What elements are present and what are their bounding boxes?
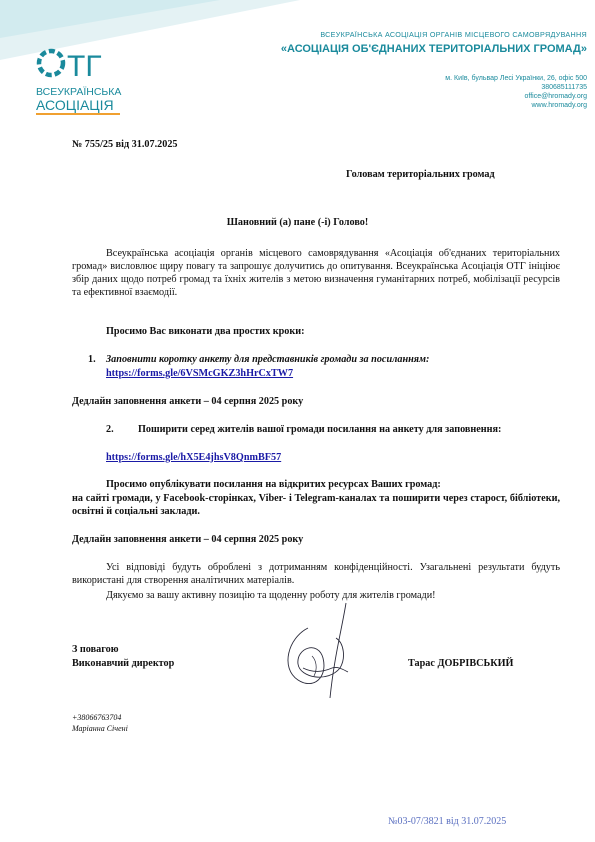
- svg-text:ТГ: ТГ: [67, 50, 102, 81]
- step2-number: 2.: [106, 424, 114, 435]
- logo-line1: ВСЕУКРАЇНСЬКА: [36, 86, 122, 98]
- deadline-1: Дедлайн заповнення анкети – 04 серпня 2025 року: [72, 396, 304, 407]
- addressee: Головам територіальних громад: [346, 169, 495, 180]
- step1-number: 1.: [88, 354, 96, 365]
- step1-text: Заповнити коротку анкету для представників громади за посиланням:: [106, 354, 430, 365]
- publish-request: Просимо опублікувати посилання на відкритих ресурсах Ваших громад:: [106, 479, 441, 490]
- closing: З повагою: [72, 644, 119, 655]
- org-phone: 380685111735: [541, 84, 587, 91]
- contact-phone: +38066763704: [72, 713, 122, 722]
- contact-name: Маріанна Січені: [72, 724, 128, 733]
- survey-link-1[interactable]: https://forms.gle/6VSMcGKZ3hHrCxTW7: [106, 368, 294, 379]
- org-title: «АСОЦІАЦІЯ ОБ'ЄДНАНИХ ТЕРИТОРІАЛЬНИХ ГРОМАД»: [280, 43, 587, 55]
- logo-line2: АСОЦІАЦІЯ: [36, 97, 114, 113]
- signer-name: Тарас ДОБРІВСЬКИЙ: [408, 658, 514, 669]
- org-subtitle: ВСЕУКРАЇНСЬКА АСОЦІАЦІЯ ОРГАНІВ МІСЦЕВОГО САМОВРЯДУВАННЯ: [320, 30, 587, 39]
- thanks-text: Дякуємо за вашу активну позицію та щоденну роботу для жителів громади!: [106, 590, 436, 601]
- signature-icon: [268, 598, 368, 703]
- greeting: Шановний (а) пане (-і) Голово!: [226, 217, 369, 228]
- org-website[interactable]: www.hromady.org: [531, 102, 587, 109]
- logo-mark-icon: [36, 47, 124, 81]
- org-address: м. Київ, бульвар Лесі Українки, 26, офіс 500: [445, 75, 587, 82]
- signer-title: Виконавчий директор: [72, 658, 175, 669]
- logo: [36, 47, 124, 115]
- publish-detail: на сайті громади, у Facebook-сторінках, Viber- і Telegram-каналах та поширити через старост, бібліотеки, освітні й соціальні заклади.: [72, 493, 560, 517]
- logo-underline: [36, 113, 120, 115]
- intro-paragraph: Всеукраїнська асоціація органів місцевого самоврядування «Асоціація об'єднаних територіальних громад» висловлює щиру повагу та запрошує долучитись до опитування. Всеукраїнська Асоціація ОТГ ініціює збір даних щодо потреб громад та їхніх жителів з метою визначення гуманітарних потреб, мобілізації ресурсів та ефективної взаємодії.: [72, 248, 560, 298]
- survey-link-2[interactable]: https://forms.gle/hX5E4jhsV8QnmBF57: [106, 452, 282, 463]
- confidentiality-note: Усі відповіді будуть оброблені з дотриманням конфіденційності. Узагальнені результати будуть використані для створення аналітичних матеріалів.: [72, 562, 560, 586]
- org-email[interactable]: office@hromady.org: [524, 93, 587, 100]
- ask-text: Просимо Вас виконати два простих кроки:: [106, 326, 305, 337]
- registration-stamp: №03-07/3821 від 31.07.2025: [388, 816, 507, 827]
- letter-reference: № 755/25 від 31.07.2025: [72, 139, 178, 150]
- step2-text: Поширити серед жителів вашої громади посилання на анкету для заповнення:: [138, 424, 502, 435]
- deadline-2: Дедлайн заповнення анкети – 04 серпня 2025 року: [72, 534, 304, 545]
